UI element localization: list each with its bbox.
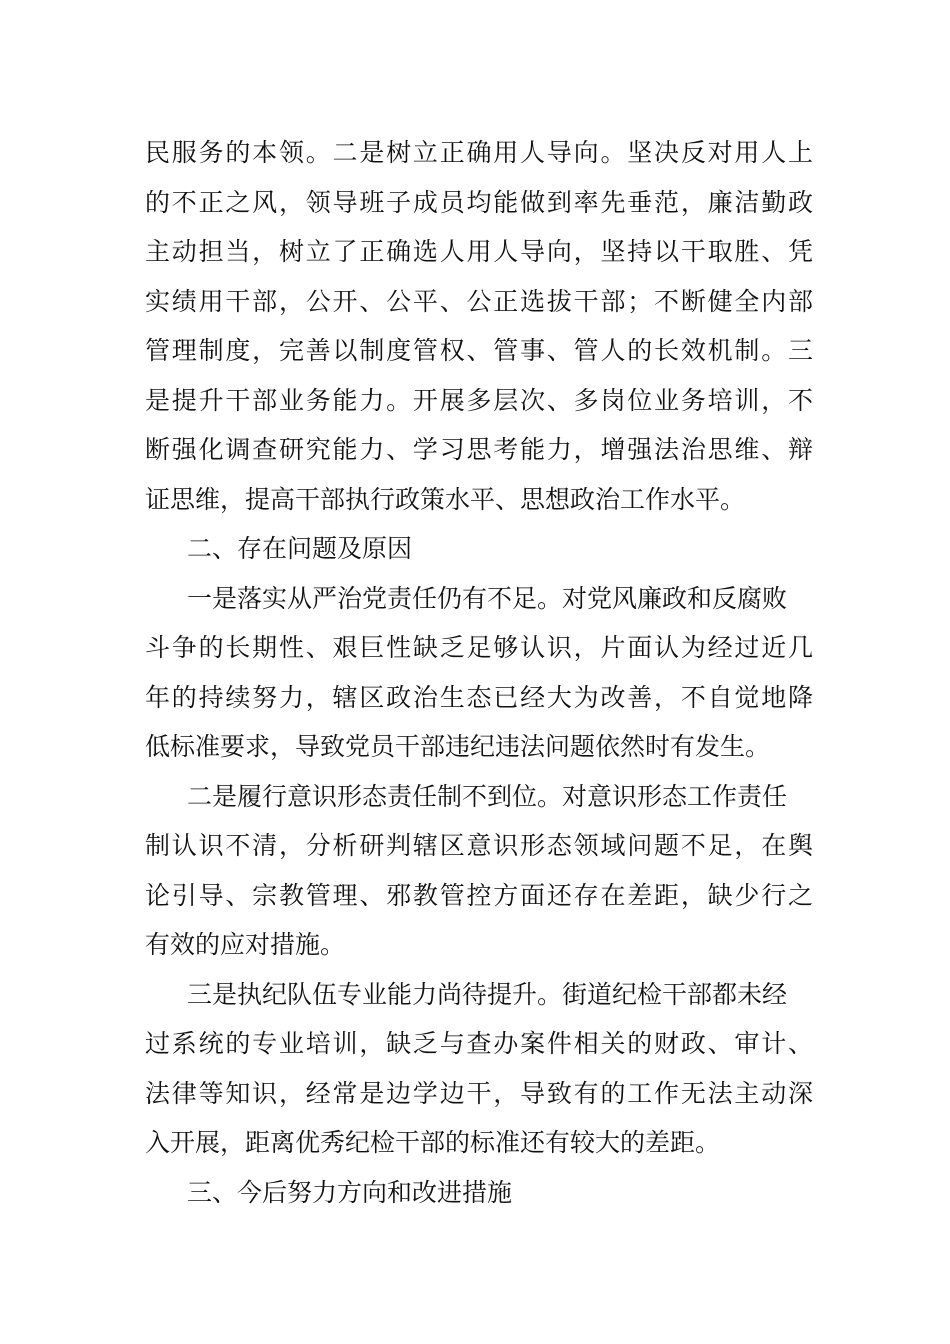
paragraph-line: 斗争的长期性、艰巨性缺乏足够认识，片面认为经过近几 — [145, 633, 813, 662]
paragraph-line-last: 低标准要求，导致党员干部违纪违法问题依然时有发生。 — [145, 732, 771, 761]
paragraph-line: 法律等知识，经常是边学边干，导致有的工作无法主动深 — [145, 1078, 813, 1108]
section-heading-improvements: 三、今后努力方向和改进措施 — [187, 1177, 513, 1207]
paragraph-line: 过系统的专业培训，缺乏与查办案件相关的财政、审计、 — [145, 1029, 813, 1058]
paragraph-line: 的不正之风，领导班子成员均能做到率先垂范，廉洁勤政 — [145, 187, 813, 217]
paragraph-line-last: 有效的应对措施。 — [145, 930, 346, 959]
paragraph-line: 年的持续努力，辖区政治生态已经大为改善，不自觉地降 — [145, 682, 813, 712]
document-body — [145, 128, 813, 1217]
paragraph-first-line: 一是落实从严治党责任仍有不足。对党风廉政和反腐败 — [187, 583, 788, 613]
paragraph-line: 论引导、宗教管理、邪教管控方面还存在差距，缺少行之 — [145, 880, 813, 910]
paragraph-line: 主动担当，树立了正确选人用人导向，坚持以干取胜、凭 — [145, 237, 813, 266]
paragraph-first-line: 三是执纪队伍专业能力尚待提升。街道纪检干部都未经 — [187, 979, 788, 1009]
paragraph-line: 民服务的本领。二是树立正确用人导向。坚决反对用人上 — [145, 138, 813, 167]
paragraph-line-last: 入开展，距离优秀纪检干部的标准还有较大的差距。 — [145, 1128, 721, 1157]
paragraph-first-line: 二是履行意识形态责任制不到位。对意识形态工作责任 — [187, 781, 788, 811]
paragraph-line: 制认识不清，分析研判辖区意识形态领域问题不足，在舆 — [145, 831, 813, 860]
paragraph-line: 是提升干部业务能力。开展多层次、多岗位业务培训，不 — [145, 385, 813, 415]
paragraph-line: 实绩用干部，公开、公平、公正选拔干部；不断健全内部 — [145, 286, 813, 316]
paragraph-line-last: 证思维，提高干部执行政策水平、思想政治工作水平。 — [145, 484, 746, 514]
paragraph-line: 管理制度，完善以制度管权、管事、管人的长效机制。三 — [145, 336, 813, 365]
section-heading-problems: 二、存在问题及原因 — [187, 534, 413, 563]
paragraph-line: 断强化调查研究能力、学习思考能力，增强法治思维、辩 — [145, 435, 813, 464]
